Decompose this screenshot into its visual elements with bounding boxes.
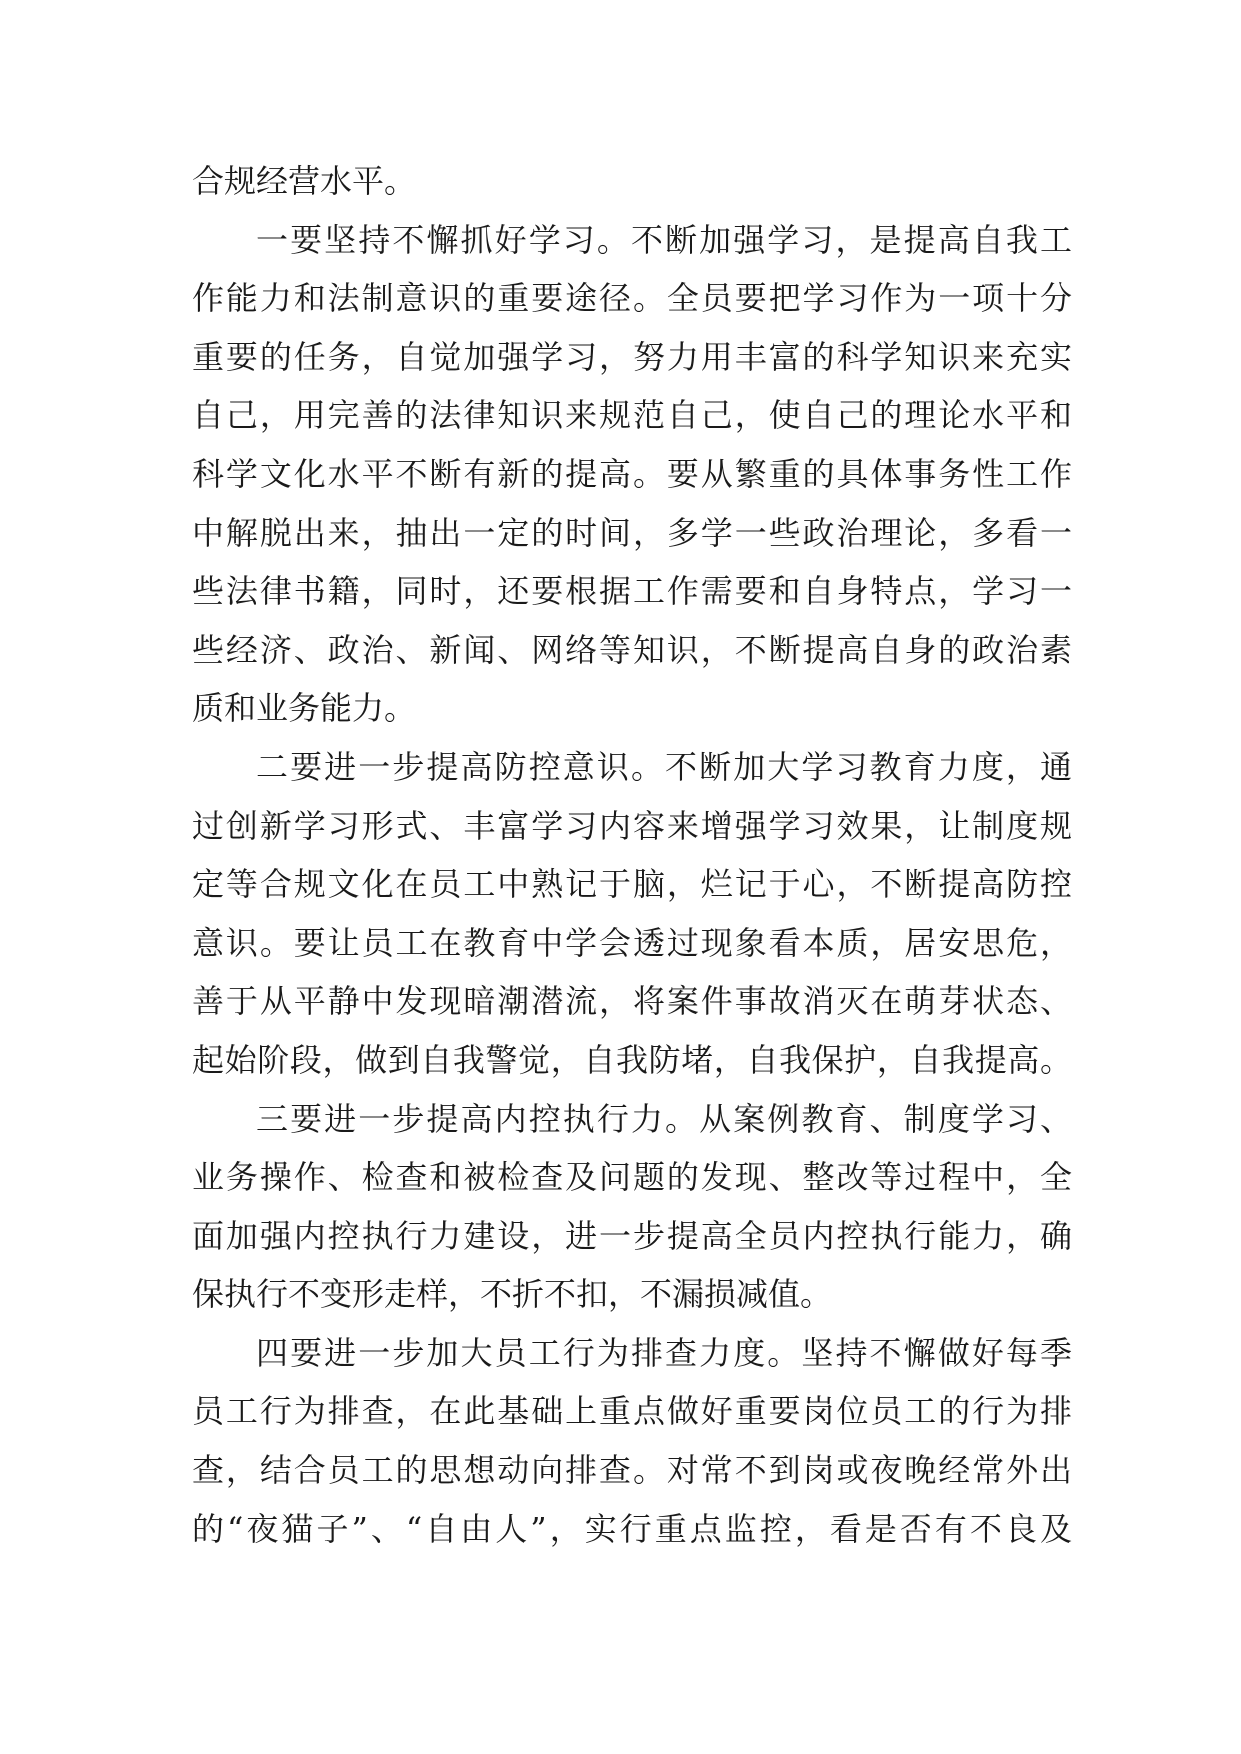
text-line: 过创新学习形式、丰富学习内容来增强学习效果，让制度规 [192,806,1072,845]
text-line: 中解脱出来，抽出一定的时间，多学一些政治理论，多看一 [192,513,1072,552]
text-line: 员工行为排查，在此基础上重点做好重要岗位员工的行为排 [192,1392,1072,1431]
text-line: 查，结合员工的思想动向排查。对常不到岗或夜晚经常外出 [192,1451,1072,1490]
text-line: 作能力和法制意识的重要途径。全员要把学习作为一项十分 [192,279,1072,318]
text-line: 起始阶段，做到自我警觉，自我防堵，自我保护，自我提高。 [192,1040,1072,1079]
text-line: 二要进一步提高防控意识。不断加大学习教育力度，通 [256,747,1072,786]
text-line: 些经济、政治、新闻、网络等知识，不断提高自身的政治素 [192,630,1072,669]
document-body [192,152,1072,1558]
text-line: 自己，用完善的法律知识来规范自己，使自己的理论水平和 [192,396,1072,435]
text-line: 重要的任务，自觉加强学习，努力用丰富的科学知识来充实 [192,337,1072,376]
text-line: 的“夜猫子”、“自由人”，实行重点监控，看是否有不良及 [192,1509,1072,1548]
text-line: 善于从平静中发现暗潮潜流，将案件事故消灭在萌芽状态、 [192,982,1072,1021]
text-line: 一要坚持不懈抓好学习。不断加强学习，是提高自我工 [256,220,1072,259]
text-line: 些法律书籍，同时，还要根据工作需要和自身特点，学习一 [192,572,1072,611]
text-line: 合规经营水平。 [192,162,417,200]
text-line: 四要进一步加大员工行为排查力度。坚持不懈做好每季 [256,1333,1072,1372]
text-line: 业务操作、检查和被检查及问题的发现、整改等过程中，全 [192,1158,1072,1197]
text-line: 三要进一步提高内控执行力。从案例教育、制度学习、 [256,1099,1072,1138]
text-line: 保执行不变形走样，不折不扣，不漏损减值。 [192,1275,833,1314]
text-line: 质和业务能力。 [192,689,417,728]
text-line: 定等合规文化在员工中熟记于脑，烂记于心，不断提高防控 [192,865,1072,904]
text-line: 面加强内控执行力建设，进一步提高全员内控执行能力，确 [192,1216,1072,1255]
text-line: 意识。要让员工在教育中学会透过现象看本质，居安思危， [192,923,1072,962]
text-line: 科学文化水平不断有新的提高。要从繁重的具体事务性工作 [192,454,1072,493]
